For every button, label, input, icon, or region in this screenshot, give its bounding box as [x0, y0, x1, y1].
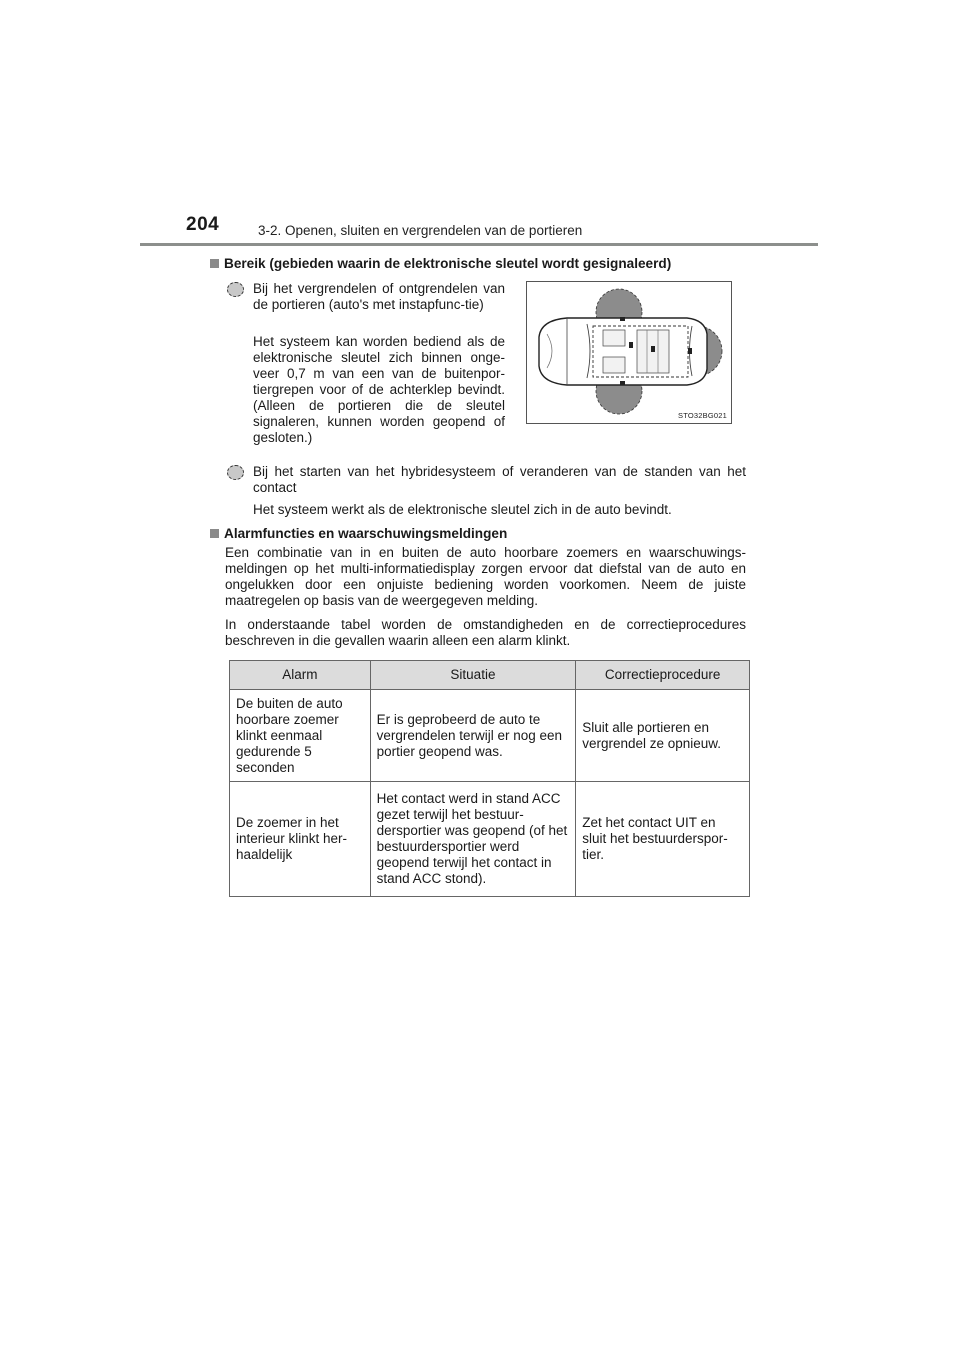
column-header-correction: Correctieprocedure: [576, 661, 750, 690]
section-heading-range: [210, 256, 671, 271]
table-cell: De buiten de auto hoorbare zoemer klinkt eenmaal gedurende 5 seconden: [230, 690, 371, 782]
figure-code: STO32BG021: [678, 411, 727, 420]
table-cell: Zet het contact UIT en sluit het bestuurderspor-tier.: [576, 782, 750, 897]
antenna-marker: [651, 346, 655, 352]
header-divider: [140, 243, 818, 246]
alarm-intro-paragraph: Een combinatie van in en buiten de auto hoorbare zoemers en waarschuwings-meldingen op het multi-informatiedisplay zorgen ervoor dat diefstal van de auto en ongelukken door een onjuiste bediening worden voorkomen. Neem de juiste maatregelen op basis van de weergegeven melding.: [225, 545, 746, 608]
detection-range-figure: [526, 281, 732, 424]
table-cell: Er is geprobeerd de auto te vergrendelen terwijl er nog een portier geopend was.: [370, 690, 576, 782]
page-number: 204: [186, 214, 220, 235]
item2-body: Het systeem werkt als de elektronische sleutel zich in de auto bevindt.: [253, 502, 672, 517]
table-row: [230, 690, 750, 782]
table-header-row: [230, 661, 750, 690]
item1-lead: Bij het vergrendelen of ontgrendelen van de portieren (auto's met instapfunc-tie): [253, 281, 505, 312]
alarm-table-intro: In onderstaande tabel worden de omstandigheden en de correctieprocedures beschreven in die gevallen waarin alleen een alarm klinkt.: [225, 617, 746, 648]
antenna-marker: [620, 317, 625, 321]
front-seat-right: [603, 357, 625, 373]
square-bullet-icon: [210, 259, 219, 268]
table-cell: De zoemer in het interieur klinkt her-haaldelijk: [230, 782, 371, 897]
antenna-marker: [620, 381, 625, 385]
antenna-marker: [688, 348, 692, 354]
car-top-view-diagram: [527, 282, 731, 423]
column-header-alarm: Alarm: [230, 661, 371, 690]
alarm-table: [229, 660, 750, 897]
section-heading-text: Bereik (gebieden waarin de elektronische sleutel wordt gesignaleerd): [224, 256, 672, 271]
table-cell: Sluit alle portieren en vergrendel ze opnieuw.: [576, 690, 750, 782]
section-title: 3-2. Openen, sluiten en vergrendelen van de portieren: [258, 223, 583, 238]
antenna-marker: [629, 342, 633, 348]
item1-body: Het systeem kan worden bediend als de elektronische sleutel zich binnen onge-veer 0,7 m van een van de buitenpor-tiergrepen voor of de achterklep bevindt. (Alleen de portieren die de sleutel signaleren, kunnen worden geopend of gesloten.): [253, 334, 505, 445]
front-seat-left: [603, 330, 625, 346]
dotted-circle-icon: [227, 282, 244, 297]
section-heading-text: Alarmfuncties en waarschuwingsmeldingen: [224, 526, 508, 541]
square-bullet-icon: [210, 529, 219, 538]
table-cell: Het contact werd in stand ACC gezet terwijl het bestuur-dersportier was geopend (of het bestuurdersportier werd geopend terwijl het contact in stand ACC stond).: [370, 782, 576, 897]
column-header-situation: Situatie: [370, 661, 576, 690]
item2-lead: Bij het starten van het hybridesysteem of veranderen van de standen van het contact: [253, 464, 746, 495]
table-row: [230, 782, 750, 897]
section-heading-alarm: [210, 526, 507, 541]
dotted-circle-icon: [227, 465, 244, 480]
car-body: [539, 318, 707, 385]
